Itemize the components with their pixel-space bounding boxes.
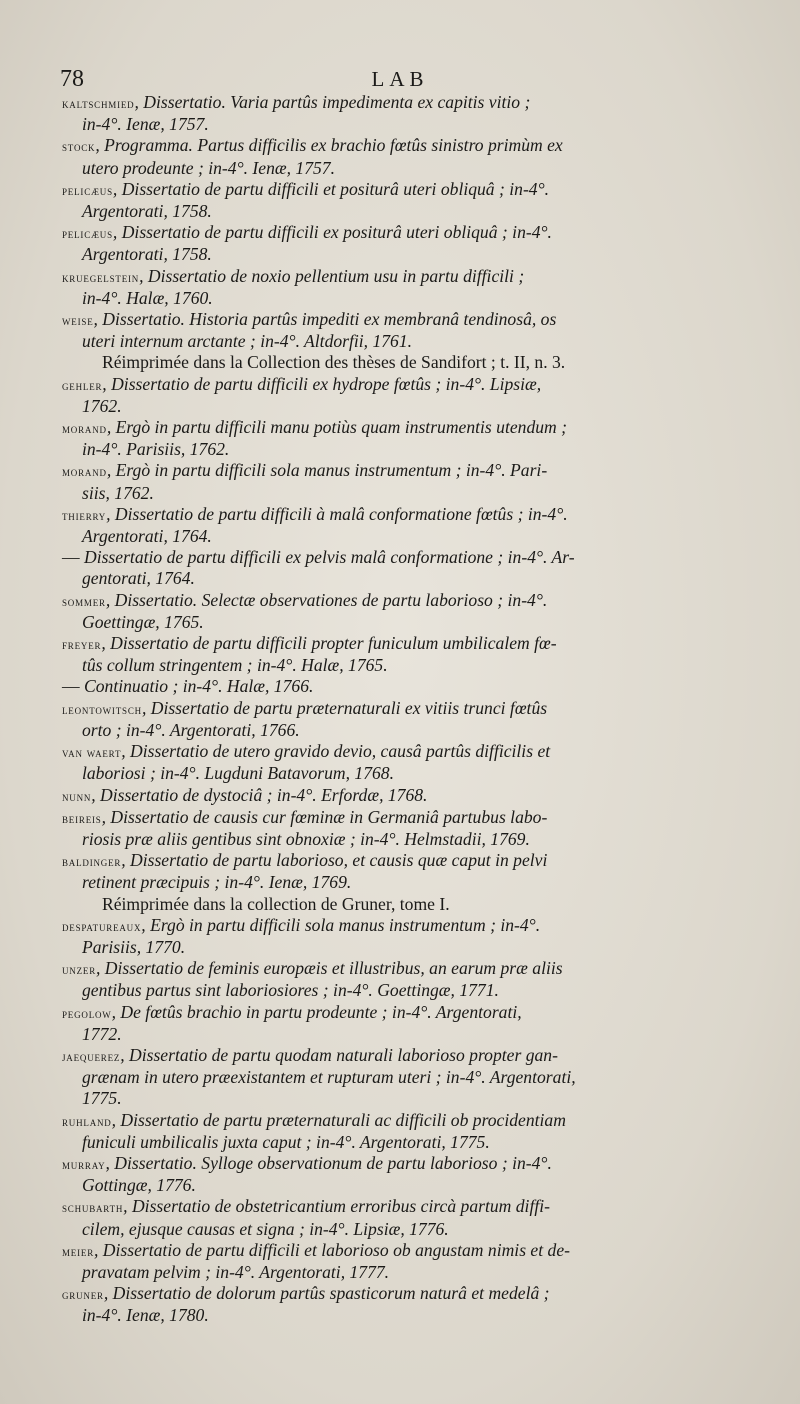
entry-continuation-line (62, 829, 728, 850)
entry-first-line (62, 374, 728, 396)
entry-text: uteri internum arctante ; in-4°. Altdorfii, 1761. (82, 331, 413, 352)
entry-text: laboriosi ; in-4°. Lugduni Batavorum, 1768. (82, 763, 394, 784)
entry-text: riosis præ aliis gentibus sint obnoxiæ ; in-4°. Helmstadii, 1769. (82, 828, 530, 849)
entry-text: , Dissertatio de obstetricantium erroribus circà partum diffi- (123, 1196, 550, 1217)
entry-author: beireis (62, 810, 102, 826)
entry-continuation-line (62, 1219, 728, 1240)
entry-text: Argentorati, 1764. (82, 526, 212, 547)
entry-text: , Dissertatio de partu difficili et positurâ uteri obliquâ ; in-4°. (112, 178, 550, 199)
entry-text: , Dissertatio de feminis europæis et illustribus, an earum præ aliis (96, 958, 563, 979)
bibliography-entry (62, 1240, 728, 1283)
entry-text: , Dissertatio de dystociâ ; in-4°. Erfordæ, 1768. (91, 784, 428, 805)
entry-author: gehler (62, 377, 103, 393)
bibliography-entry (62, 1196, 728, 1239)
entry-continuation-line (62, 244, 728, 265)
entry-first-line (62, 1110, 728, 1132)
entry-text: Dissertatio de partu difficili ex pelvis malâ conformatione ; in-4°. Ar- (79, 547, 575, 568)
entry-author: stock (62, 139, 96, 155)
entry-first-line (62, 460, 728, 482)
entry-text: gentorati, 1764. (82, 568, 195, 589)
entry-first-line (62, 179, 728, 201)
entry-text: , Dissertatio. Selectæ observationes de partu laborioso ; in-4°. (105, 589, 548, 610)
entry-first-line (62, 417, 728, 439)
bibliography-entry (62, 1283, 728, 1326)
entry-text: , Ergò in partu difficili manu potiùs quam instrumentis utendum ; (106, 417, 568, 438)
running-head: LAB (371, 67, 429, 91)
entry-first-line (62, 633, 728, 655)
entry-continuation-line (62, 331, 728, 352)
entry-first-line (62, 1283, 728, 1305)
entry-text: grænam in utero præexistantem et rupturam uteri ; in-4°. Argentorati, (82, 1067, 576, 1088)
entry-text: utero prodeunte ; in-4°. Ienæ, 1757. (82, 157, 335, 178)
entry-first-line (62, 850, 728, 872)
entry-author: van waert (62, 745, 122, 761)
page-number: 78 (60, 66, 84, 92)
entry-text: Argentorati, 1758. (82, 201, 212, 222)
entry-text: Parisiis, 1770. (82, 936, 186, 957)
page-header (60, 66, 740, 92)
entry-author: morand (62, 421, 107, 437)
entry-first-line (62, 266, 728, 288)
entry-author: — (62, 676, 80, 697)
entry-continuation-line (62, 568, 728, 589)
entry-text: , Dissertatio de partu difficili propter funiculum umbilicalem fœ- (101, 633, 557, 654)
bibliography-entry (62, 460, 728, 503)
bibliography-entry (62, 417, 728, 460)
entry-continuation-line (62, 1175, 728, 1196)
entry-continuation-line (62, 1262, 728, 1283)
entry-author: weise (62, 313, 94, 329)
entry-first-line (62, 1045, 728, 1067)
bibliography-entry (62, 179, 728, 222)
entry-text: Argentorati, 1758. (82, 244, 212, 265)
entry-author: schubarth (62, 1200, 124, 1216)
entry-text: , Dissertatio. Varia partûs impedimenta ex capitis vitio ; (134, 92, 531, 112)
entry-text: orto ; in-4°. Argentorati, 1766. (82, 719, 300, 740)
entry-continuation-line (62, 526, 728, 547)
entry-continuation-line (62, 1088, 728, 1109)
entry-author: leontowitsch (62, 701, 142, 717)
entry-text: pravatam pelvim ; in-4°. Argentorati, 1777. (82, 1261, 390, 1282)
entry-author: pegolow (62, 1005, 112, 1021)
entry-first-line (62, 1196, 728, 1218)
entry-continuation-line (62, 158, 728, 179)
entry-text: siis, 1762. (82, 482, 154, 503)
entry-text: Gottingæ, 1776. (82, 1175, 196, 1196)
bibliography-entry (62, 850, 728, 915)
bibliography-entry (62, 504, 728, 547)
entry-continuation-line (62, 288, 728, 309)
entry-text: funiculi umbilicalis juxta caput ; in-4°. Argentorati, 1775. (82, 1131, 490, 1152)
entry-text: cilem, ejusque causas et signa ; in-4°. Lipsiæ, 1776. (82, 1218, 449, 1239)
entry-text: , Dissertatio de partu difficili à malâ conformatione fœtûs ; in-4°. (106, 503, 568, 524)
entry-author: murray (62, 1156, 106, 1172)
entry-author: nunn (62, 788, 92, 804)
entry-text: , Dissertatio de partu difficili et laborioso ob angustam nimis et de- (94, 1239, 570, 1260)
entry-first-line (62, 590, 728, 612)
entry-author: sommer (62, 593, 106, 609)
entry-continuation-line (62, 1132, 728, 1153)
entry-text: , Dissertatio de partu difficili ex hydrope fœtûs ; in-4°. Lipsiæ, (102, 373, 542, 394)
bibliography-entry (62, 741, 728, 784)
entry-continuation-line (62, 872, 728, 893)
entry-text: in-4°. Halæ, 1760. (82, 287, 213, 308)
entry-text: , De fœtûs brachio in partu prodeunte ; in-4°. Argentorati, (111, 1001, 522, 1022)
entry-text: in-4°. Ienæ, 1757. (82, 114, 209, 135)
bibliography-entry (62, 958, 728, 1001)
entry-author: gruner (62, 1287, 104, 1303)
bibliography-entry (62, 915, 728, 958)
bibliography-entry (62, 785, 728, 807)
entry-text: , Dissertatio. Historia partûs impediti ex membranâ tendinosâ, os (93, 309, 557, 330)
entry-first-line (62, 1240, 728, 1262)
entry-continuation-line (62, 439, 728, 460)
entry-first-line (62, 222, 728, 244)
entry-text: , Dissertatio de partu laborioso, et causis quæ caput in pelvi (121, 850, 548, 871)
entry-text: , Dissertatio de causis cur fœminæ in Germaniâ partubus labo- (101, 806, 548, 827)
bibliography-entry (62, 633, 728, 676)
entry-continuation-line (62, 763, 728, 784)
entry-continuation-line (62, 114, 728, 135)
entry-first-line (62, 676, 728, 697)
entry-text: retinent præcipuis ; in-4°. Ienæ, 1769. (82, 872, 352, 893)
bibliography-entry (62, 590, 728, 633)
entry-first-line (62, 698, 728, 720)
bibliography-entry (62, 309, 728, 374)
entry-continuation-line (62, 1067, 728, 1088)
bibliography-entry (62, 92, 728, 135)
entry-text: gentibus partus sint laboriosiores ; in-4°. Goettingæ, 1771. (82, 980, 499, 1001)
entry-author: morand (62, 464, 107, 480)
entry-author: freyer (62, 637, 102, 653)
entry-author: despatureaux (62, 918, 142, 934)
entry-first-line (62, 958, 728, 980)
bibliography-list (62, 92, 728, 1327)
entry-author: ruhland (62, 1113, 112, 1129)
entry-continuation-line (62, 201, 728, 222)
bibliography-entry (62, 547, 728, 589)
entry-continuation-line (62, 1305, 728, 1326)
bibliography-entry (62, 1045, 728, 1110)
entry-author: meier (62, 1243, 94, 1259)
reprint-note: Réimprimée dans la Collection des thèses de Sandifort ; t. II, n. 3. (102, 352, 566, 373)
entry-text: Continuatio ; in-4°. Halæ, 1766. (79, 676, 314, 697)
entry-text: , Ergò in partu difficili sola manus instrumentum ; in-4°. Pari- (106, 460, 548, 481)
entry-continuation-line (62, 937, 728, 958)
entry-text: , Dissertatio de utero gravido devio, causâ partûs difficilis et (121, 741, 551, 762)
bibliography-entry (62, 1153, 728, 1196)
entry-first-line (62, 785, 728, 807)
entry-continuation-line (62, 980, 728, 1001)
bibliography-entry (62, 1110, 728, 1153)
entry-author: kaltschmied (62, 96, 135, 111)
bibliography-entry (62, 676, 728, 697)
bibliography-entry (62, 135, 728, 178)
entry-author: pelicæus (62, 226, 113, 242)
bibliography-entry (62, 374, 728, 417)
entry-text: , Dissertatio de partu quodam naturali laborioso propter gan- (120, 1044, 558, 1065)
bibliography-entry (62, 698, 728, 741)
entry-text: 1772. (82, 1023, 122, 1044)
entry-first-line (62, 309, 728, 331)
entry-continuation-line (62, 612, 728, 633)
reprint-note: Réimprimée dans la collection de Gruner, tome I. (102, 893, 450, 914)
entry-first-line (62, 741, 728, 763)
entry-text: , Dissertatio de noxio pellentium usu in partu difficili ; (139, 265, 525, 286)
entry-text: , Programma. Partus difficilis ex brachio fœtûs sinistro primùm ex (95, 135, 563, 156)
entry-text: , Dissertatio de partu præternaturali ac difficili ob procidentiam (111, 1109, 566, 1130)
entry-text: Goettingæ, 1765. (82, 611, 204, 632)
bibliography-entry (62, 807, 728, 850)
bibliography-entry (62, 222, 728, 265)
entry-author: — (62, 547, 80, 568)
entry-first-line (62, 547, 728, 568)
entry-author: pelicæus (62, 182, 113, 198)
entry-continuation-line (62, 396, 728, 417)
entry-first-line (62, 1153, 728, 1175)
entry-first-line (62, 504, 728, 526)
entry-text: in-4°. Parisiis, 1762. (82, 439, 230, 460)
entry-text: in-4°. Ienæ, 1780. (82, 1305, 209, 1326)
entry-first-line (62, 92, 728, 114)
entry-continuation-line (62, 720, 728, 741)
entry-text: 1775. (82, 1088, 122, 1109)
entry-continuation-line (62, 483, 728, 504)
entry-author: baldinger (62, 854, 122, 870)
entry-text: tûs collum stringentem ; in-4°. Halæ, 1765. (82, 655, 388, 676)
entry-text: , Dissertatio de partu præternaturali ex vitiis trunci fœtûs (141, 697, 548, 718)
entry-first-line (62, 807, 728, 829)
entry-first-line (62, 915, 728, 937)
entry-text: , Ergò in partu difficili sola manus instrumentum ; in-4°. (141, 914, 541, 935)
entry-first-line (62, 1002, 728, 1024)
bibliography-entry (62, 266, 728, 309)
entry-first-line (62, 135, 728, 157)
bibliography-entry (62, 1002, 728, 1045)
entry-continuation-line (62, 1024, 728, 1045)
entry-text: , Dissertatio. Sylloge observationum de partu laborioso ; in-4°. (105, 1152, 552, 1173)
entry-author: jaequerez (62, 1048, 121, 1064)
entry-author: thierry (62, 507, 107, 523)
entry-text: , Dissertatio de dolorum partûs spasticorum naturâ et medelâ ; (103, 1283, 550, 1304)
entry-author: kruegelstein (62, 269, 140, 285)
entry-text: , Dissertatio de partu difficili ex positurâ uteri obliquâ ; in-4°. (112, 222, 552, 243)
entry-text: 1762. (82, 395, 122, 416)
entry-continuation-line (62, 655, 728, 676)
entry-author: unzer (62, 962, 96, 978)
